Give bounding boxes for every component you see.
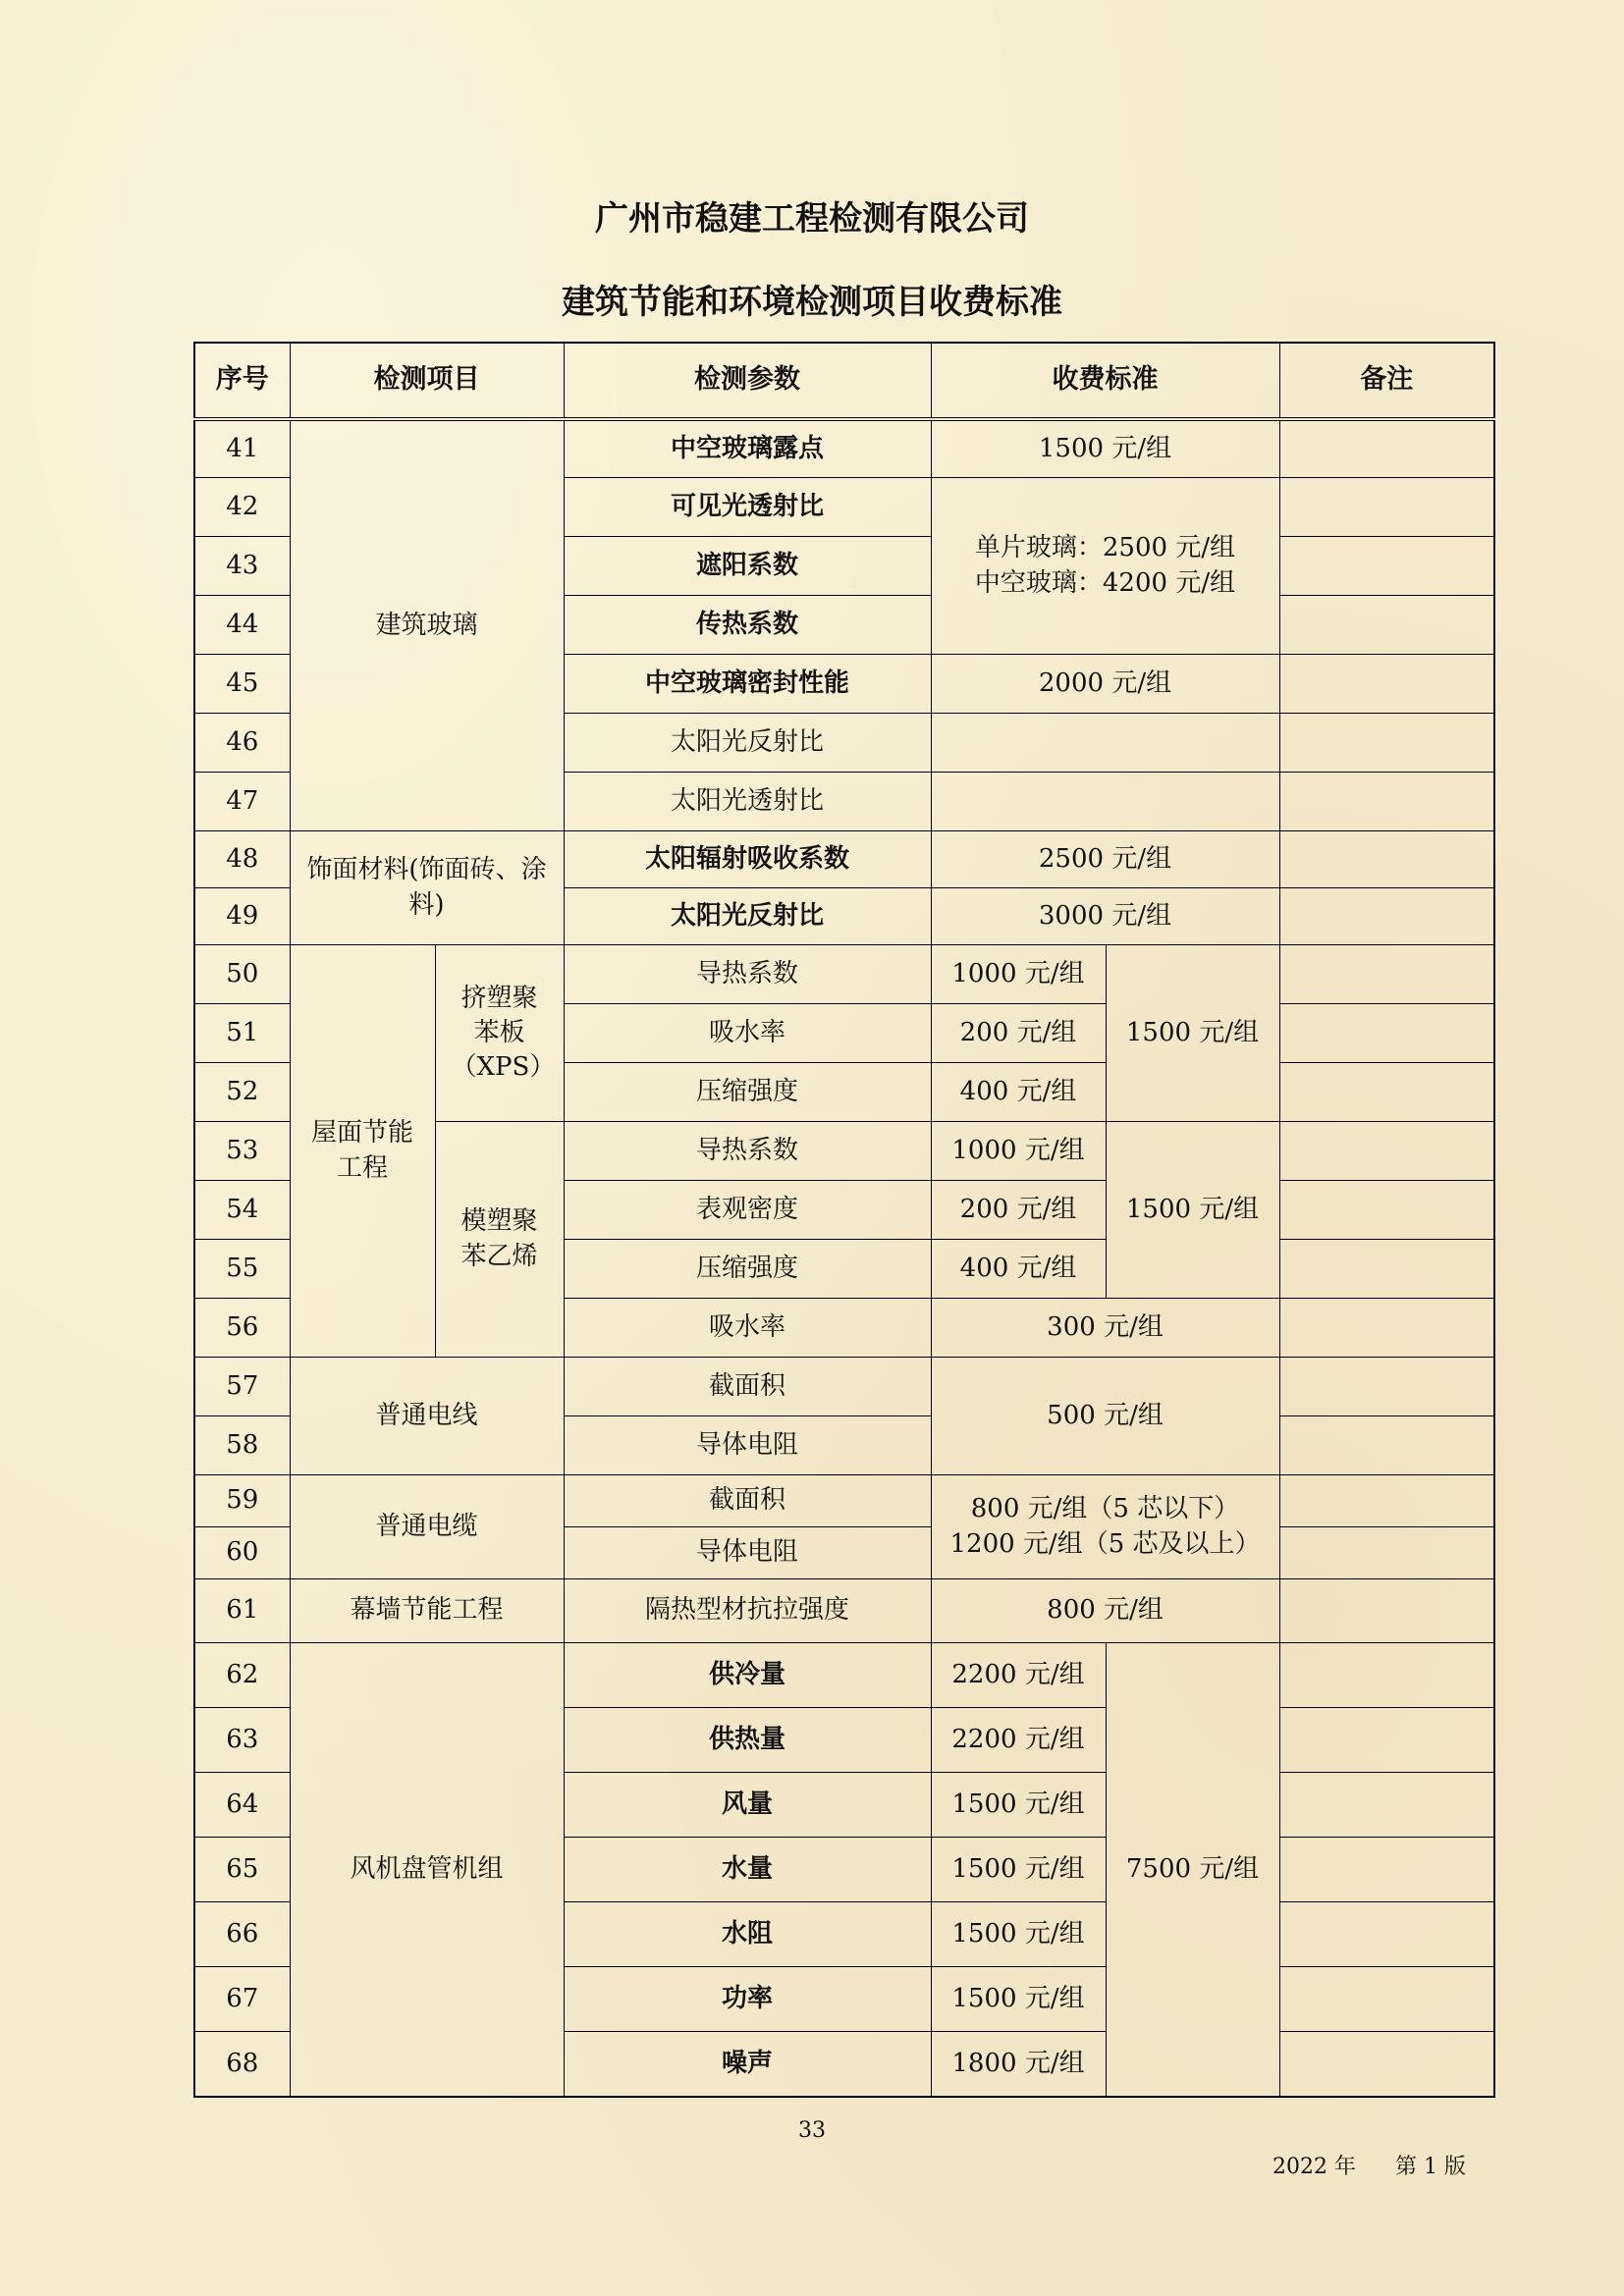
remark-cell: [1279, 1416, 1494, 1475]
param-cell: 中空玻璃露点: [564, 419, 931, 478]
table-row: [194, 1643, 1494, 1708]
row-number: 48: [194, 831, 290, 888]
remark-cell: [1279, 831, 1494, 888]
fee-cell: 200 元/组: [931, 1181, 1106, 1240]
fee-cell: 1000 元/组: [931, 1122, 1106, 1181]
company-title: 广州市稳建工程检测有限公司: [595, 199, 1029, 239]
row-number: 44: [194, 596, 290, 655]
fee-xps-total: 1500 元/组: [1106, 945, 1279, 1122]
fee-cell: 1500 元/组: [931, 1967, 1106, 2032]
remark-cell: [1279, 1299, 1494, 1358]
item-roof: 屋面节能工程: [290, 945, 435, 1358]
row-number: 60: [194, 1527, 290, 1579]
remark-cell: [1279, 2032, 1494, 2098]
fee-eps-total: 1500 元/组: [1106, 1122, 1279, 1299]
param-cell: 压缩强度: [564, 1240, 931, 1299]
fee-cell: 1500 元/组: [931, 1902, 1106, 1967]
param-cell: 噪声: [564, 2032, 931, 2098]
row-number: 46: [194, 714, 290, 773]
remark-cell: [1279, 1902, 1494, 1967]
fee-cell: 2500 元/组: [931, 831, 1279, 888]
param-cell: 表观密度: [564, 1181, 931, 1240]
row-number: 62: [194, 1643, 290, 1708]
fee-cell: 1500 元/组: [931, 419, 1279, 478]
fee-cell: 1800 元/组: [931, 2032, 1106, 2098]
remark-cell: [1279, 1181, 1494, 1240]
table-header-row: [194, 343, 1494, 419]
param-cell: 截面积: [564, 1358, 931, 1416]
remark-cell: [1279, 1527, 1494, 1579]
remark-cell: [1279, 1475, 1494, 1527]
fee-cell: 400 元/组: [931, 1063, 1106, 1122]
remark-cell: [1279, 596, 1494, 655]
row-number: 65: [194, 1838, 290, 1902]
item-wire: 普通电线: [290, 1358, 564, 1475]
row-number: 63: [194, 1708, 290, 1773]
fee-cable-cell: [931, 1475, 1279, 1579]
item-fancoil: 风机盘管机组: [290, 1643, 564, 2098]
fee-cell: 400 元/组: [931, 1240, 1106, 1299]
fee-cell: 2200 元/组: [931, 1643, 1106, 1708]
footer: [1272, 2150, 1505, 2180]
row-number: 59: [194, 1475, 290, 1527]
remark-cell: [1279, 419, 1494, 478]
remark-cell: [1279, 1122, 1494, 1181]
fee-fancoil-total: 7500 元/组: [1106, 1643, 1279, 2098]
param-cell: 风量: [564, 1773, 931, 1838]
row-number: 49: [194, 888, 290, 945]
row-number: 52: [194, 1063, 290, 1122]
param-cell: 太阳光反射比: [564, 888, 931, 945]
row-number: 67: [194, 1967, 290, 2032]
row-number: 56: [194, 1299, 290, 1358]
fee-cell: 1000 元/组: [931, 945, 1106, 1004]
fee-cable-below5: 800 元/组（5 芯以下）: [970, 1494, 1240, 1524]
row-number: 61: [194, 1579, 290, 1643]
fee-wire: 500 元/组: [931, 1358, 1279, 1475]
item-glass: 建筑玻璃: [290, 419, 564, 831]
param-cell: 可见光透射比: [564, 478, 931, 537]
remark-cell: [1279, 655, 1494, 714]
row-number: 50: [194, 945, 290, 1004]
footer-year: 2022 年: [1272, 2155, 1356, 2179]
remark-cell: [1279, 1063, 1494, 1122]
param-cell: 导体电阻: [564, 1416, 931, 1475]
param-cell: 截面积: [564, 1475, 931, 1527]
param-cell: 导体电阻: [564, 1527, 931, 1579]
fee-cell: 2000 元/组: [931, 655, 1279, 714]
header-seq: 序号: [194, 343, 290, 419]
param-cell: 导热系数: [564, 945, 931, 1004]
param-cell: 供冷量: [564, 1643, 931, 1708]
fee-cell: 3000 元/组: [931, 888, 1279, 945]
param-cell: 传热系数: [564, 596, 931, 655]
remark-cell: [1279, 1004, 1494, 1063]
remark-cell: [1279, 773, 1494, 831]
remark-cell: [1279, 478, 1494, 537]
row-number: 66: [194, 1902, 290, 1967]
param-cell: 太阳光透射比: [564, 773, 931, 831]
row-number: 58: [194, 1416, 290, 1475]
param-cell: 供热量: [564, 1708, 931, 1773]
fee-cell: [931, 773, 1279, 831]
fee-cell: 1500 元/组: [931, 1838, 1106, 1902]
row-number: 57: [194, 1358, 290, 1416]
item-cable: 普通电缆: [290, 1475, 564, 1579]
item-curtain: 幕墙节能工程: [290, 1579, 564, 1643]
page-number: 33: [798, 2118, 826, 2143]
remark-cell: [1279, 1579, 1494, 1643]
param-cell: 功率: [564, 1967, 931, 2032]
remark-cell: [1279, 1240, 1494, 1299]
table-row: [194, 1579, 1494, 1643]
remark-cell: [1279, 1838, 1494, 1902]
header-remark: 备注: [1279, 343, 1494, 419]
table-row: [194, 1475, 1494, 1527]
fee-cell: 300 元/组: [931, 1299, 1279, 1358]
header-item: 检测项目: [290, 343, 564, 419]
row-number: 53: [194, 1122, 290, 1181]
param-cell: 中空玻璃密封性能: [564, 655, 931, 714]
fee-glass-single: 单片玻璃：2500 元/组: [974, 533, 1236, 563]
header-fee: 收费标准: [931, 343, 1279, 419]
document-title: 建筑节能和环境检测项目收费标准: [562, 283, 1062, 322]
row-number: 64: [194, 1773, 290, 1838]
fee-glass-cell: [931, 478, 1279, 655]
table-row: [194, 419, 1494, 478]
subitem-xps: 挤塑聚苯板（XPS）: [435, 945, 564, 1122]
table-row: [194, 945, 1494, 1004]
row-number: 47: [194, 773, 290, 831]
param-cell: 遮阳系数: [564, 537, 931, 596]
param-cell: 吸水率: [564, 1004, 931, 1063]
remark-cell: [1279, 945, 1494, 1004]
remark-cell: [1279, 1773, 1494, 1838]
param-cell: 压缩强度: [564, 1063, 931, 1122]
row-number: 42: [194, 478, 290, 537]
row-number: 68: [194, 2032, 290, 2098]
param-cell: 太阳辐射吸收系数: [564, 831, 931, 888]
param-cell: 水量: [564, 1838, 931, 1902]
fee-cell: [931, 714, 1279, 773]
row-number: 43: [194, 537, 290, 596]
row-number: 51: [194, 1004, 290, 1063]
row-number: 41: [194, 419, 290, 478]
param-cell: 水阻: [564, 1902, 931, 1967]
remark-cell: [1279, 537, 1494, 596]
remark-cell: [1279, 1643, 1494, 1708]
fee-glass-hollow: 中空玻璃：4200 元/组: [974, 567, 1236, 598]
remark-cell: [1279, 888, 1494, 945]
table-row: [194, 831, 1494, 888]
row-number: 54: [194, 1181, 290, 1240]
remark-cell: [1279, 1358, 1494, 1416]
fee-cable-5plus: 1200 元/组（5 芯及以上）: [949, 1528, 1261, 1559]
row-number: 45: [194, 655, 290, 714]
param-cell: 隔热型材抗拉强度: [564, 1579, 931, 1643]
fee-cell: 1500 元/组: [931, 1773, 1106, 1838]
remark-cell: [1279, 1708, 1494, 1773]
param-cell: 导热系数: [564, 1122, 931, 1181]
fee-cell: 800 元/组: [931, 1579, 1279, 1643]
footer-edition: 第 1 版: [1394, 2155, 1466, 2179]
remark-cell: [1279, 714, 1494, 773]
fee-table: [193, 342, 1495, 2098]
header-param: 检测参数: [564, 343, 931, 419]
param-cell: 吸水率: [564, 1299, 931, 1358]
subitem-eps: 模塑聚苯乙烯: [435, 1122, 564, 1358]
item-facing: 饰面材料(饰面砖、涂料): [290, 831, 564, 945]
table-row: [194, 1358, 1494, 1416]
fee-cell: 200 元/组: [931, 1004, 1106, 1063]
remark-cell: [1279, 1967, 1494, 2032]
fee-cell: 2200 元/组: [931, 1708, 1106, 1773]
param-cell: 太阳光反射比: [564, 714, 931, 773]
row-number: 55: [194, 1240, 290, 1299]
